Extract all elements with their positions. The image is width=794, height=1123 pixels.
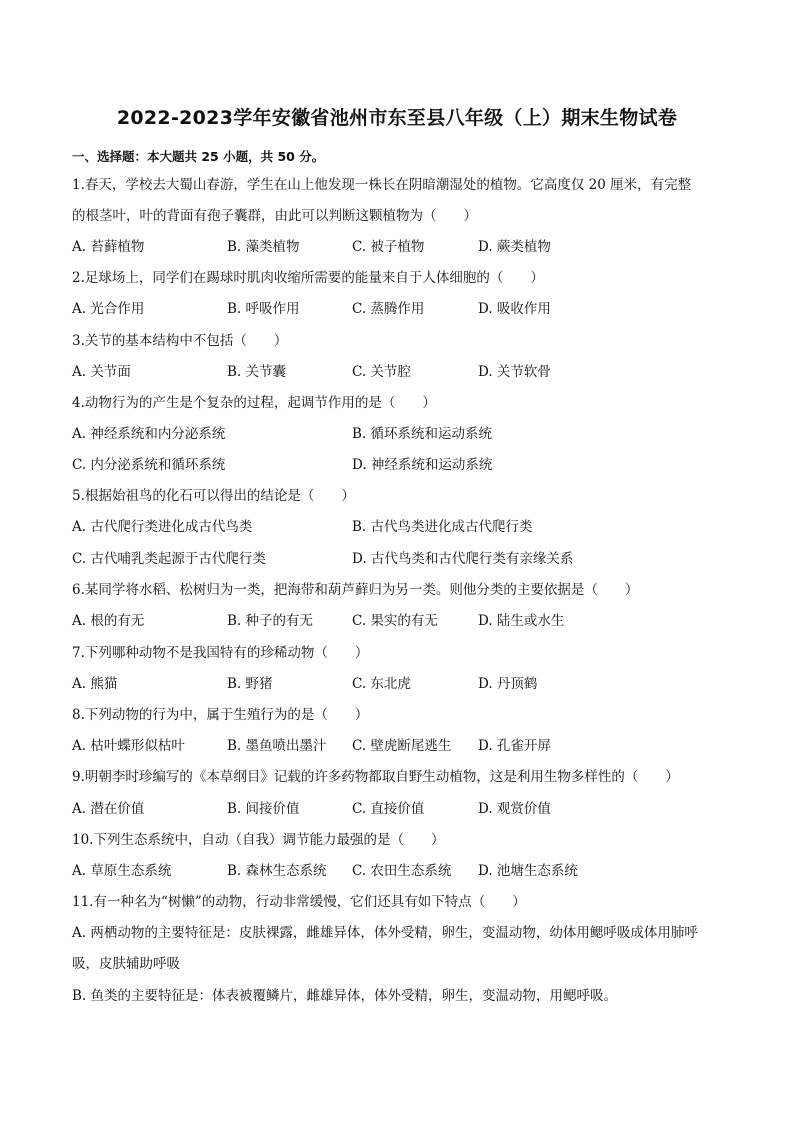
q5-option-c: C. 古代哺乳类起源于古代爬行类	[72, 551, 266, 567]
section-heading: 一、选择题：本大题共 25 小题，共 50 分。	[72, 149, 325, 164]
q8-option-d: D. 孔雀开屏	[478, 738, 551, 754]
q5-option-d: D. 古代鸟类和古代爬行类有亲缘关系	[352, 551, 574, 567]
q6-option-a: A. 根的有无	[72, 613, 145, 629]
q4-option-d: D. 神经系统和运动系统	[352, 457, 493, 473]
q7-option-d: D. 丹顶鹤	[478, 676, 538, 692]
q9-option-d: D. 观赏价值	[478, 801, 551, 817]
q11-option-b: B. 鱼类的主要特征是：体表被覆鳞片，雌雄异体，体外受精，卵生，变温动物，用鳃呼吸。	[72, 988, 618, 1004]
q11-option-a-cont: 吸，皮肤辅助呼吸	[72, 956, 180, 972]
q9-option-a: A. 潜在价值	[72, 801, 145, 817]
q7-option-a: A. 熊猫	[72, 676, 118, 692]
q2-option-a: A. 光合作用	[72, 301, 145, 317]
q4-option-a: A. 神经系统和内分泌系统	[72, 426, 226, 442]
question-5-stem: 5.根据始祖鸟的化石可以得出的结论是（ ）	[72, 488, 355, 504]
q8-option-c: C. 壁虎断尾逃生	[352, 738, 452, 754]
q6-option-c: C. 果实的有无	[352, 613, 438, 629]
q4-option-c: C. 内分泌系统和循环系统	[72, 457, 226, 473]
question-4-stem: 4.动物行为的产生是个复杂的过程，起调节作用的是（ ）	[72, 395, 436, 411]
question-11-stem: 11.有一种名为“树懒”的动物，行动非常缓慢，它们还具有如下特点（ ）	[72, 894, 526, 910]
q1-option-a: A. 苔藓植物	[72, 239, 145, 255]
q1-option-c: C. 被子植物	[352, 239, 425, 255]
q2-option-c: C. 蒸腾作用	[352, 301, 425, 317]
question-2-stem: 2.足球场上，同学们在踢球时肌肉收缩所需要的能量来自于人体细胞的（ ）	[72, 270, 544, 286]
q4-option-b: B. 循环系统和运动系统	[352, 426, 493, 442]
q8-option-a: A. 枯叶蝶形似枯叶	[72, 738, 185, 754]
question-3-stem: 3.关节的基本结构中不包括（ ）	[72, 333, 288, 349]
q3-option-b: B. 关节囊	[227, 364, 287, 380]
question-9-stem: 9.明朝李时珍编写的《本草纲目》记载的许多药物都取自野生动植物，这是利用生物多样性的（ ）	[72, 769, 679, 785]
question-6-stem: 6.某同学将水稻、松树归为一类，把海带和葫芦藓归为另一类。则他分类的主要依据是（ ）	[72, 582, 639, 598]
q11-option-a: A. 两栖动物的主要特征是：皮肤裸露，雌雄异体，体外受精，卵生，变温动物，幼体用鳃呼吸成体用肺呼	[72, 925, 698, 941]
question-1-stem: 1.春天，学校去大蜀山春游，学生在山上他发现一株长在阴暗潮湿处的植物。它高度仅 20 厘米，有完整	[72, 177, 692, 193]
q6-option-d: D. 陆生或水生	[478, 613, 565, 629]
question-10-stem: 10.下列生态系统中，自动（自我）调节能力最强的是（ ）	[72, 832, 445, 848]
q5-option-a: A. 古代爬行类进化成古代鸟类	[72, 519, 253, 535]
q7-option-b: B. 野猪	[227, 676, 273, 692]
q10-option-b: B. 森林生态系统	[227, 863, 327, 879]
q10-option-d: D. 池塘生态系统	[478, 863, 578, 879]
q10-option-a: A. 草原生态系统	[72, 863, 172, 879]
q5-option-b: B. 古代鸟类进化成古代爬行类	[352, 519, 533, 535]
exam-title: 2022-2023学年安徽省池州市东至县八年级（上）期末生物试卷	[116, 107, 678, 129]
q2-option-b: B. 呼吸作用	[227, 301, 300, 317]
q3-option-c: C. 关节腔	[352, 364, 411, 380]
q6-option-b: B. 种子的有无	[227, 613, 314, 629]
q9-option-c: C. 直接价值	[352, 801, 425, 817]
question-8-stem: 8.下列动物的行为中，属于生殖行为的是（ ）	[72, 707, 369, 723]
q10-option-c: C. 农田生态系统	[352, 863, 452, 879]
q1-option-b: B. 藻类植物	[227, 239, 300, 255]
q1-option-d: D. 蕨类植物	[478, 239, 551, 255]
question-7-stem: 7.下列哪种动物不是我国特有的珍稀动物（ ）	[72, 645, 369, 661]
q8-option-b: B. 墨鱼喷出墨汁	[227, 738, 327, 754]
q9-option-b: B. 间接价值	[227, 801, 300, 817]
q2-option-d: D. 吸收作用	[478, 301, 551, 317]
q3-option-a: A. 关节面	[72, 364, 131, 380]
q7-option-c: C. 东北虎	[352, 676, 411, 692]
q3-option-d: D. 关节软骨	[478, 364, 551, 380]
question-1-stem-cont: 的根茎叶，叶的背面有孢子囊群，由此可以判断这颗植物为（ ）	[72, 208, 477, 224]
